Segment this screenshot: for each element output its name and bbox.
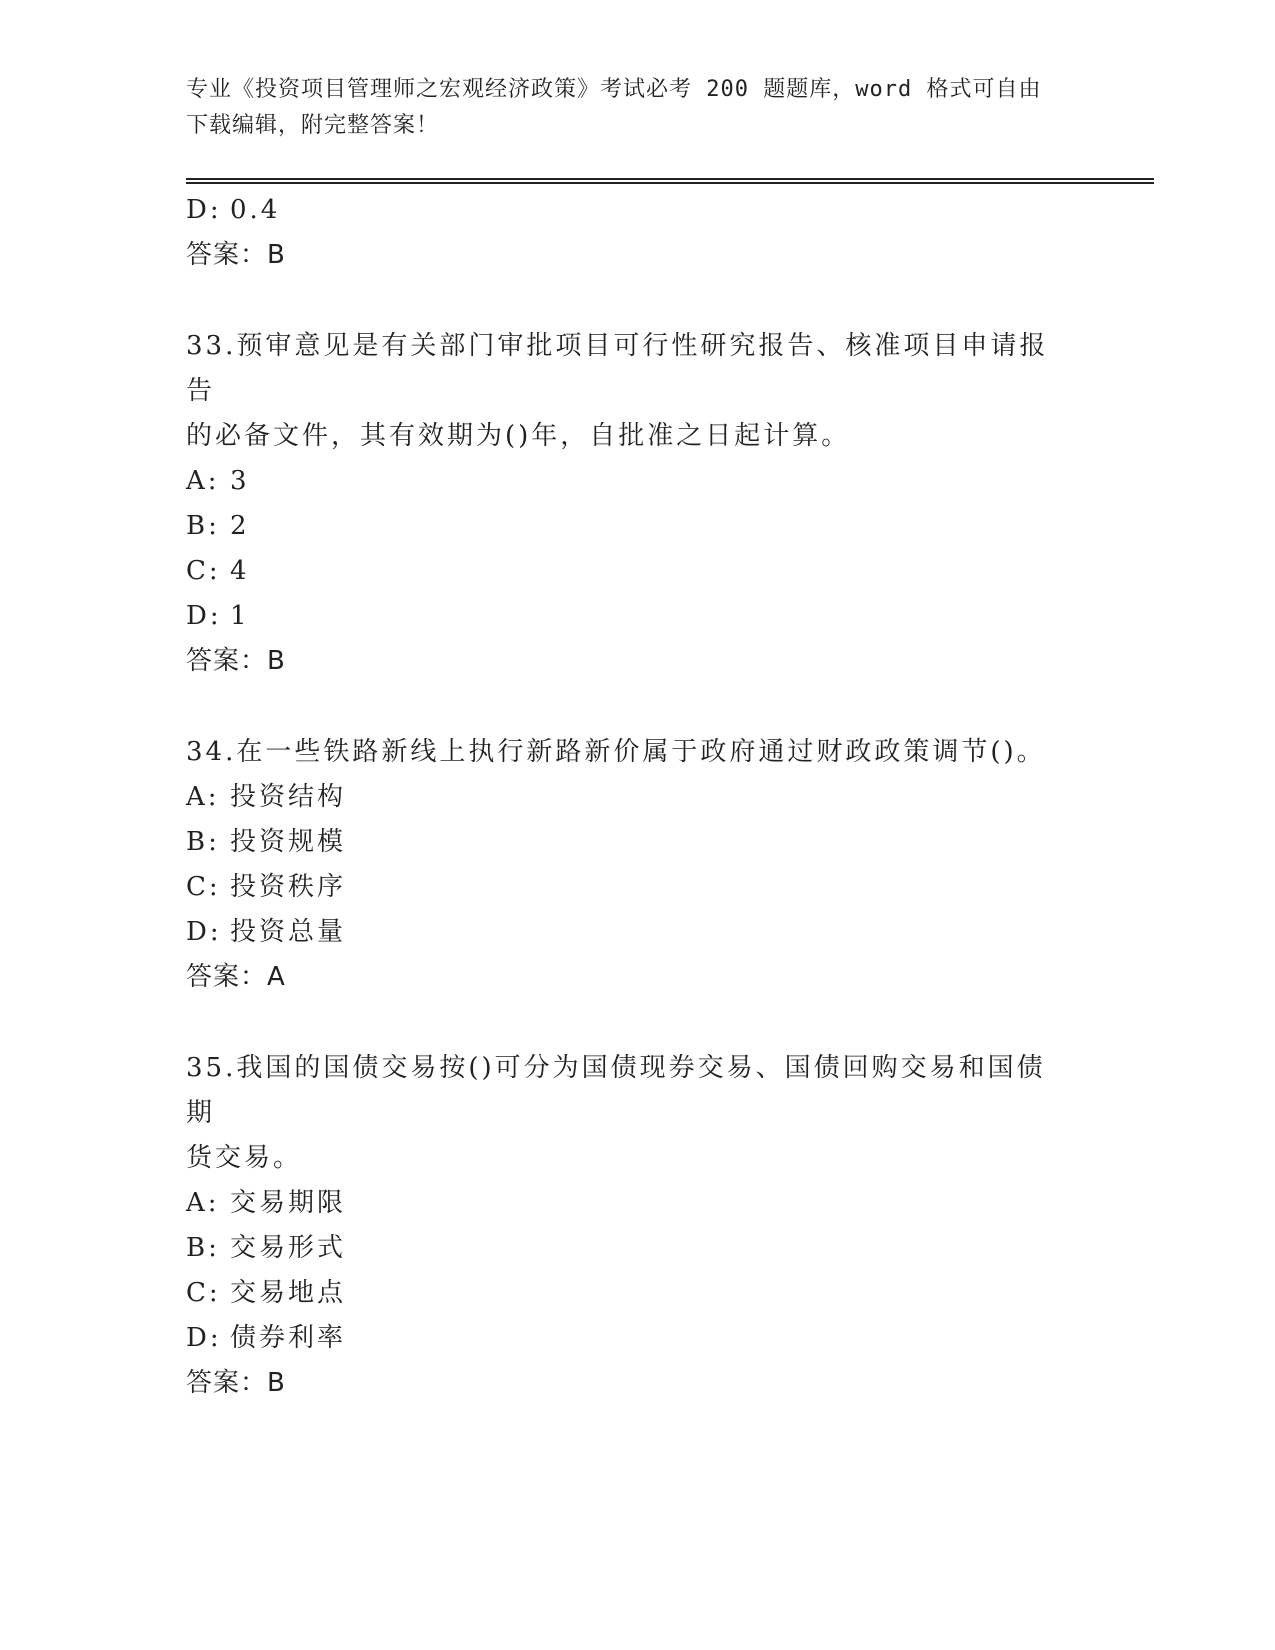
prev-question-tail bbox=[186, 188, 1066, 278]
answer: 答案：B bbox=[186, 240, 286, 270]
option-a: A: 交易期限 bbox=[186, 1188, 347, 1218]
option-c: C: 交易地点 bbox=[186, 1278, 347, 1308]
option-d: D: 债券利率 bbox=[186, 1323, 347, 1353]
option-a: A: 投资结构 bbox=[186, 782, 347, 812]
question-stem: 34.在一些铁路新线上执行新路新价属于政府通过财政政策调节()。 bbox=[186, 737, 1046, 767]
header-line-1: 专业《投资项目管理师之宏观经济政策》考试必考 200 题题库，word 格式可自由 bbox=[186, 77, 1042, 102]
header-divider bbox=[186, 178, 1154, 184]
option-d: D: 0.4 bbox=[186, 195, 281, 225]
question-list bbox=[186, 188, 1066, 1406]
question-34 bbox=[186, 730, 1066, 1000]
answer: 答案：B bbox=[186, 1368, 286, 1398]
option-c: C: 4 bbox=[186, 556, 250, 586]
answer: 答案：B bbox=[186, 646, 286, 676]
option-d: D: 投资总量 bbox=[186, 917, 347, 947]
option-c: C: 投资秩序 bbox=[186, 872, 347, 902]
option-b: B: 交易形式 bbox=[186, 1233, 347, 1263]
question-stem: 33.预审意见是有关部门审批项目可行性研究报告、核准项目申请报告 的必备文件，其有效期为()年，自批准之日起计算。 bbox=[186, 331, 1049, 451]
option-b: B: 2 bbox=[186, 511, 250, 541]
option-d: D: 1 bbox=[186, 601, 250, 631]
option-a: A: 3 bbox=[186, 466, 250, 496]
document-header bbox=[186, 72, 1066, 144]
question-33 bbox=[186, 324, 1066, 684]
question-stem: 35.我国的国债交易按()可分为国债现券交易、国债回购交易和国债期 货交易。 bbox=[186, 1053, 1046, 1173]
option-b: B: 投资规模 bbox=[186, 827, 347, 857]
question-35 bbox=[186, 1046, 1066, 1406]
answer: 答案：A bbox=[186, 962, 286, 992]
header-line-2: 下载编辑，附完整答案！ bbox=[186, 113, 440, 138]
